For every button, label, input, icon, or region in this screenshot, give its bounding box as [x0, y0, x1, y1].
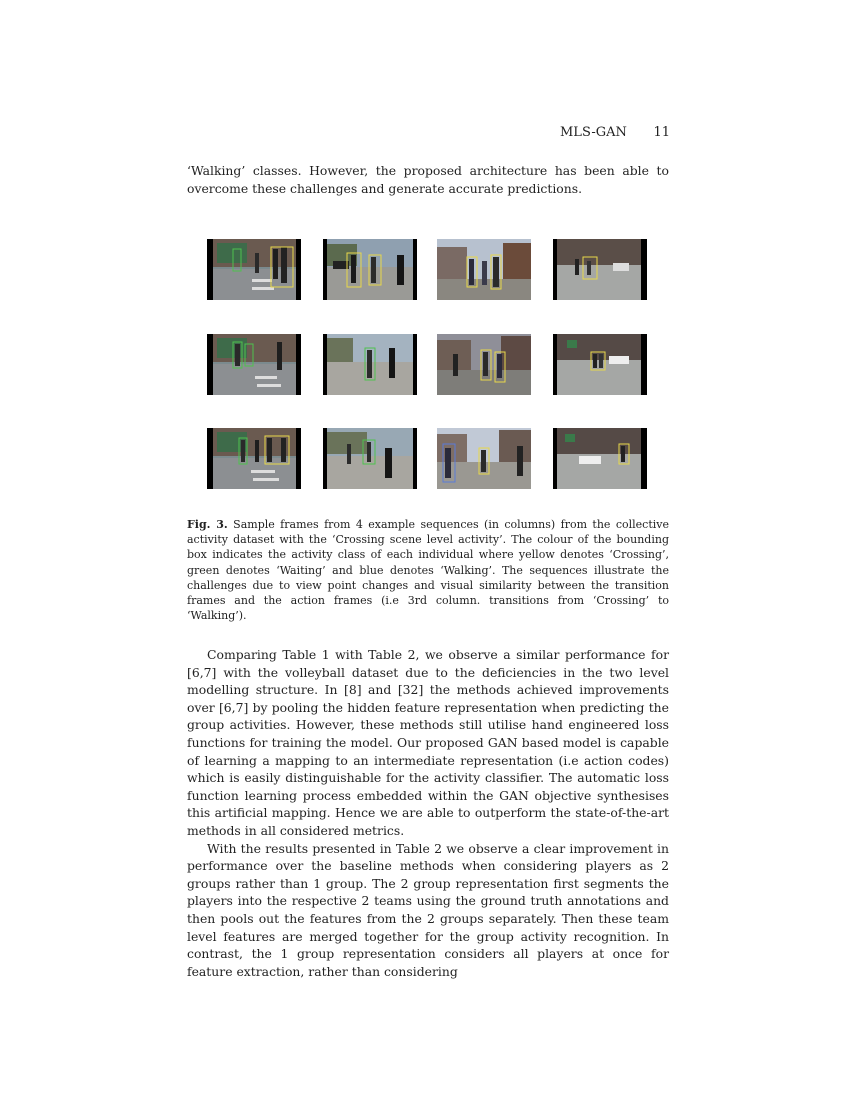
- figure-caption-text: Sample frames from 4 example sequences (in columns) from the collective activity dataset with the ‘Crossing scene level activity’. The colour of the bounding box indicates the activity class of each individual where yellow denotes ‘Crossing’, green denotes ‘Waiting’ and blue denotes ‘Walking’. The sequences illustrate the challenges due to view point changes and visual similarity between the transition frames and the action frames (i.e 3rd column. transitions from ‘Crossing’ to ‘Walking’).: [187, 518, 669, 623]
- body-paragraph-2: With the results presented in Table 2 we observe a clear improvement in performance over the baseline methods when considering players as 2 groups rather than 1 group. The 2 group representation first segments the players into the respective 2 teams using the ground truth annotations and then pools out the features from the 2 groups separately. Then these team level features are merged together for the group activity recognition. In contrast, the 1 group representation considers all players at once for feature extraction, rather than considering: [187, 840, 669, 979]
- page-number: 11: [653, 125, 670, 140]
- intro-paragraph: ‘Walking’ classes. However, the proposed architecture has been able to overcome these challenges and generate accurate predictions.: [187, 163, 669, 196]
- frame-r1-c3: [437, 239, 531, 300]
- frame-r3-c4: [553, 428, 647, 489]
- frame-r2-c4: [553, 334, 647, 395]
- frame-r1-c4: [553, 239, 647, 300]
- frame-r3-c2: [323, 428, 417, 489]
- frame-r3-c3: [437, 428, 531, 489]
- frame-r2-c2: [323, 334, 417, 395]
- running-header: [560, 125, 670, 145]
- figure-label: Fig. 3.: [187, 518, 228, 531]
- frame-r1-c2: [323, 239, 417, 300]
- body-text: [187, 646, 669, 980]
- frame-r1-c1: [207, 239, 301, 300]
- frame-r3-c1: [207, 428, 301, 489]
- frame-r2-c3: [437, 334, 531, 395]
- running-title: MLS-GAN: [560, 125, 627, 140]
- figure-caption: [187, 517, 669, 623]
- frame-r2-c1: [207, 334, 301, 395]
- body-paragraph-1: Comparing Table 1 with Table 2, we observe a similar performance for [6,7] with the volleyball dataset due to the deficiencies in the two level modelling structure. In [8] and [32] the methods achieved improvements over [6,7] by pooling the hidden feature representation when predicting the group activities. However, these methods still utilise hand engineered loss functions for training the model. Our proposed GAN based model is capable of learning a mapping to an intermediate representation (i.e action codes) which is easily distinguishable for the activity classifier. The automatic loss function learning process embedded within the GAN objective synthesises this artificial mapping. Hence we are able to outperform the state-of-the-art methods in all considered metrics.: [187, 647, 669, 838]
